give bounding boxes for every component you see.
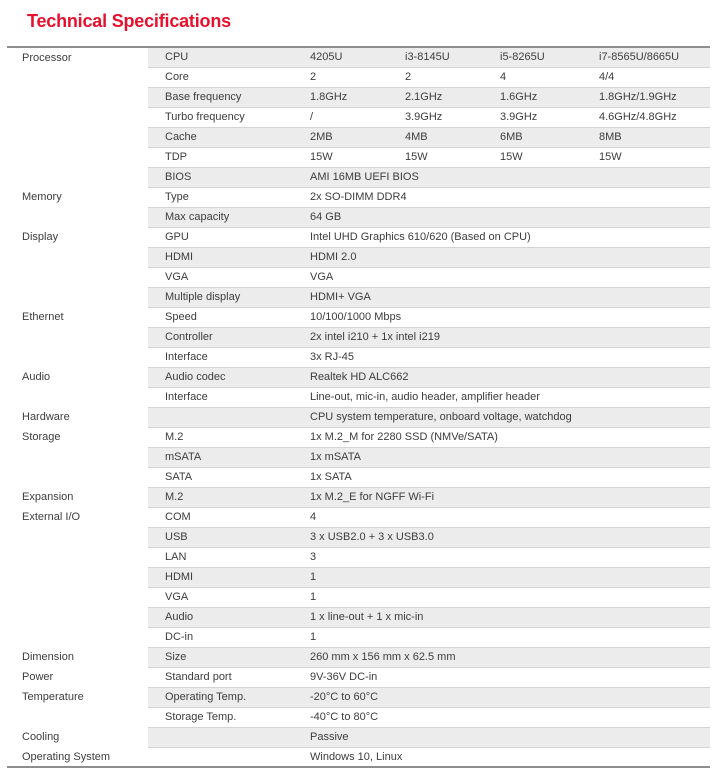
category-cell: Memory <box>7 187 148 207</box>
category-cell <box>7 167 148 187</box>
attribute-cell <box>148 727 308 747</box>
value-cell: 15W <box>498 147 597 167</box>
category-cell <box>7 247 148 267</box>
attribute-cell: TDP <box>148 147 308 167</box>
table-row <box>7 347 710 367</box>
table-row <box>7 407 710 427</box>
value-cell: 2 <box>308 67 403 87</box>
attribute-cell <box>148 407 308 427</box>
category-cell <box>7 447 148 467</box>
value-cell: 3 x USB2.0 + 3 x USB3.0 <box>308 527 710 547</box>
category-cell <box>7 87 148 107</box>
category-cell: Display <box>7 227 148 247</box>
category-cell: Hardware <box>7 407 148 427</box>
attribute-cell: Interface <box>148 387 308 407</box>
category-cell <box>7 147 148 167</box>
value-cell: -40°C to 80°C <box>308 707 710 727</box>
value-cell: 1 x line-out + 1 x mic-in <box>308 607 710 627</box>
value-cell: 1 <box>308 627 710 647</box>
table-row <box>7 287 710 307</box>
table-row <box>7 387 710 407</box>
category-cell <box>7 107 148 127</box>
value-cell: 1x M.2_M for 2280 SSD (NMVe/SATA) <box>308 427 710 447</box>
attribute-cell: DC-in <box>148 627 308 647</box>
attribute-cell: HDMI <box>148 247 308 267</box>
attribute-cell: Core <box>148 67 308 87</box>
table-row <box>7 507 710 527</box>
value-cell: VGA <box>308 267 710 287</box>
page-title: Technical Specifications <box>27 11 231 31</box>
attribute-cell: Size <box>148 647 308 667</box>
category-cell <box>7 587 148 607</box>
category-cell: Cooling <box>7 727 148 747</box>
table-row <box>7 367 710 387</box>
table-row <box>7 187 710 207</box>
attribute-cell: SATA <box>148 467 308 487</box>
table-row <box>7 327 710 347</box>
value-cell: 6MB <box>498 127 597 147</box>
category-cell <box>7 547 148 567</box>
value-cell: 15W <box>597 147 710 167</box>
category-cell <box>7 67 148 87</box>
category-cell <box>7 207 148 227</box>
value-cell: 4 <box>308 507 710 527</box>
table-row <box>7 307 710 327</box>
table-row <box>7 467 710 487</box>
category-cell <box>7 707 148 727</box>
value-cell: 1x mSATA <box>308 447 710 467</box>
table-row <box>7 547 710 567</box>
attribute-cell: Interface <box>148 347 308 367</box>
value-cell: Realtek HD ALC662 <box>308 367 710 387</box>
category-cell <box>7 347 148 367</box>
category-cell: Storage <box>7 427 148 447</box>
value-cell: 3 <box>308 547 710 567</box>
value-cell: HDMI+ VGA <box>308 287 710 307</box>
value-cell: 1 <box>308 587 710 607</box>
attribute-cell: Controller <box>148 327 308 347</box>
value-cell: 2 <box>403 67 498 87</box>
value-cell: 3.9GHz <box>498 107 597 127</box>
value-cell: 4 <box>498 67 597 87</box>
category-cell <box>7 467 148 487</box>
value-cell: 1x SATA <box>308 467 710 487</box>
category-cell <box>7 567 148 587</box>
category-cell <box>7 327 148 347</box>
value-cell: Line-out, mic-in, audio header, amplifier header <box>308 387 710 407</box>
table-row <box>7 247 710 267</box>
value-cell: 15W <box>308 147 403 167</box>
spec-sheet <box>0 11 717 768</box>
spec-table <box>7 46 710 768</box>
category-cell: Dimension <box>7 647 148 667</box>
value-cell: 4205U <box>308 47 403 67</box>
attribute-cell: Turbo frequency <box>148 107 308 127</box>
attribute-cell: M.2 <box>148 427 308 447</box>
value-cell: i5-8265U <box>498 47 597 67</box>
table-row <box>7 707 710 727</box>
value-cell: 9V-36V DC-in <box>308 667 710 687</box>
table-row <box>7 267 710 287</box>
attribute-cell: CPU <box>148 47 308 67</box>
category-cell <box>7 127 148 147</box>
value-cell: / <box>308 107 403 127</box>
table-row <box>7 607 710 627</box>
attribute-cell: M.2 <box>148 487 308 507</box>
value-cell: i3-8145U <box>403 47 498 67</box>
value-cell: Passive <box>308 727 710 747</box>
attribute-cell: HDMI <box>148 567 308 587</box>
value-cell: 1.8GHz <box>308 87 403 107</box>
table-row <box>7 207 710 227</box>
table-row <box>7 627 710 647</box>
category-cell <box>7 527 148 547</box>
attribute-cell: USB <box>148 527 308 547</box>
value-cell: 1.8GHz/1.9GHz <box>597 87 710 107</box>
value-cell: 3x RJ-45 <box>308 347 710 367</box>
value-cell: 2x intel i210 + 1x intel i219 <box>308 327 710 347</box>
attribute-cell: Standard port <box>148 667 308 687</box>
attribute-cell <box>148 747 308 767</box>
attribute-cell: mSATA <box>148 447 308 467</box>
category-cell: Temperature <box>7 687 148 707</box>
category-cell: Audio <box>7 367 148 387</box>
category-cell <box>7 607 148 627</box>
attribute-cell: Storage Temp. <box>148 707 308 727</box>
table-row <box>7 567 710 587</box>
table-row <box>7 107 710 127</box>
category-cell <box>7 287 148 307</box>
attribute-cell: Max capacity <box>148 207 308 227</box>
value-cell: 15W <box>403 147 498 167</box>
table-row <box>7 47 710 67</box>
value-cell: CPU system temperature, onboard voltage, watchdog <box>308 407 710 427</box>
attribute-cell: Base frequency <box>148 87 308 107</box>
value-cell: i7-8565U/8665U <box>597 47 710 67</box>
attribute-cell: BIOS <box>148 167 308 187</box>
value-cell: 4/4 <box>597 67 710 87</box>
attribute-cell: Speed <box>148 307 308 327</box>
category-cell: Processor <box>7 47 148 67</box>
table-row <box>7 167 710 187</box>
category-cell: Power <box>7 667 148 687</box>
value-cell: 4MB <box>403 127 498 147</box>
table-row <box>7 587 710 607</box>
category-cell: External I/O <box>7 507 148 527</box>
value-cell: 1x M.2_E for NGFF Wi-Fi <box>308 487 710 507</box>
table-row <box>7 647 710 667</box>
value-cell: 3.9GHz <box>403 107 498 127</box>
table-row <box>7 447 710 467</box>
table-row <box>7 747 710 767</box>
value-cell: HDMI 2.0 <box>308 247 710 267</box>
table-row <box>7 687 710 707</box>
table-row <box>7 67 710 87</box>
table-row <box>7 147 710 167</box>
value-cell: 4.6GHz/4.8GHz <box>597 107 710 127</box>
value-cell: 2MB <box>308 127 403 147</box>
value-cell: 260 mm x 156 mm x 62.5 mm <box>308 647 710 667</box>
table-row <box>7 667 710 687</box>
value-cell: 10/100/1000 Mbps <box>308 307 710 327</box>
value-cell: -20°C to 60°C <box>308 687 710 707</box>
table-row <box>7 487 710 507</box>
value-cell: Windows 10, Linux <box>308 747 710 767</box>
category-cell <box>7 387 148 407</box>
attribute-cell: GPU <box>148 227 308 247</box>
category-cell: Expansion <box>7 487 148 507</box>
value-cell: 64 GB <box>308 207 710 227</box>
table-row <box>7 427 710 447</box>
attribute-cell: VGA <box>148 267 308 287</box>
table-row <box>7 727 710 747</box>
attribute-cell: Type <box>148 187 308 207</box>
attribute-cell: Operating Temp. <box>148 687 308 707</box>
attribute-cell: Multiple display <box>148 287 308 307</box>
category-cell <box>7 267 148 287</box>
attribute-cell: LAN <box>148 547 308 567</box>
category-cell: Operating System <box>7 747 148 767</box>
attribute-cell: Audio codec <box>148 367 308 387</box>
value-cell: 2x SO-DIMM DDR4 <box>308 187 710 207</box>
attribute-cell: Cache <box>148 127 308 147</box>
value-cell: 8MB <box>597 127 710 147</box>
value-cell: 2.1GHz <box>403 87 498 107</box>
category-cell <box>7 627 148 647</box>
category-cell: Ethernet <box>7 307 148 327</box>
table-row <box>7 527 710 547</box>
value-cell: 1 <box>308 567 710 587</box>
table-row <box>7 227 710 247</box>
attribute-cell: Audio <box>148 607 308 627</box>
value-cell: AMI 16MB UEFI BIOS <box>308 167 710 187</box>
attribute-cell: VGA <box>148 587 308 607</box>
value-cell: Intel UHD Graphics 610/620 (Based on CPU) <box>308 227 710 247</box>
attribute-cell: COM <box>148 507 308 527</box>
table-row <box>7 87 710 107</box>
spec-table-body <box>7 47 710 767</box>
value-cell: 1.6GHz <box>498 87 597 107</box>
table-row <box>7 127 710 147</box>
